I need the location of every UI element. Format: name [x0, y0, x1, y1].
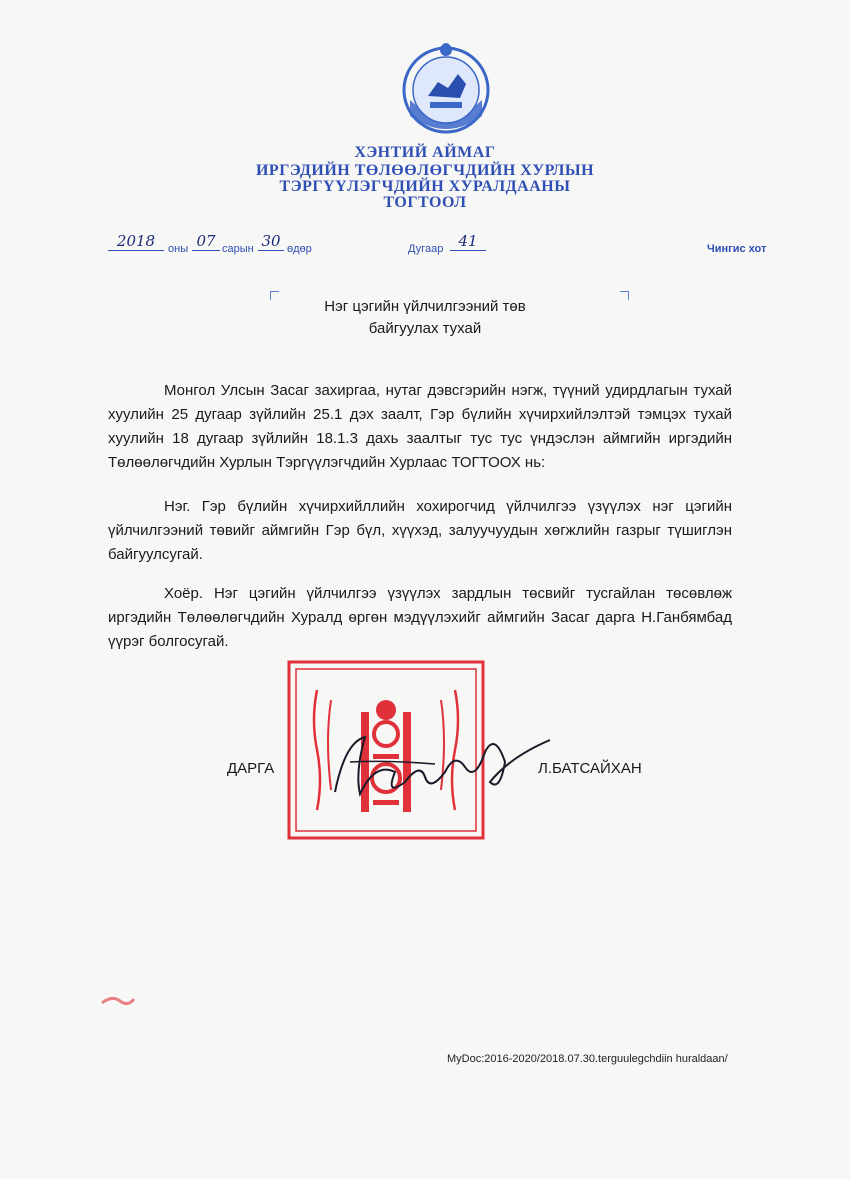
year-value: 2018: [108, 232, 164, 251]
body-paragraph-1-text: Монгол Улсын Засаг захиргаа, нутаг дэвсгэрийн нэгж, түүний удирдлагын тухай хуулийн 25 дугаар зүйлийн 25.1 дэх заалт, Гэр бүлийн хүчирхийлэлтэй тэмцэх тухай хуулийн 18 дугаар зүйлийн 18.1.3 дахь заалтыг тус тус үндэслэн аймгийн иргэдийн Төлөөлөгчдийн Хурлын Тэргүүлэгчдийн Хурлаас ТОГТООХ нь:: [108, 382, 732, 471]
ink-smudge-icon: [98, 993, 138, 1013]
signer-name: Л.БАТСАЙХАН: [538, 760, 642, 777]
day-value: 30: [258, 232, 284, 251]
number-label: Дугаар: [408, 243, 444, 255]
body-paragraph-2-text: Нэг. Гэр бүлийн хүчирхийллийн хохирогчид үйлчилгээ үзүүлэх нэг цэгийн үйлчилгээний төвийг аймгийн Гэр бүл, хүүхэд, залуучуудын хөгжлийн газрыг түшиглэн байгуулсугай.: [108, 498, 732, 563]
year-suffix: оны: [168, 243, 189, 255]
body-paragraph-3-text: Хоёр. Нэг цэгийн үйлчилгээ үзүүлэх зардлын төсвийг тусгайлан төсөвлөж иргэдийн Төлөөлөгчдийн Хуралд өргөн мэдүүлэхийг аймгийн Засаг дарга Н.Ганбямбад үүрэг болгосугай.: [108, 585, 732, 650]
header-presidium: ТЭРГҮҮЛЭГЧДИЙН ХУРАЛДААНЫ: [279, 178, 571, 195]
number-value: 41: [450, 232, 486, 251]
date-line: [0, 232, 850, 254]
header-council: ИРГЭДИЙН ТӨЛӨӨЛӨГЧДИЙН ХУРЛЫН: [255, 162, 595, 179]
month-value: 07: [192, 232, 220, 251]
document-path: MyDoc:2016-2020/2018.07.30.terguulegchdiin huraldaan/: [447, 1053, 728, 1065]
body-paragraph-2: [108, 495, 732, 567]
state-emblem-icon: [400, 38, 492, 134]
month-suffix: сарын: [222, 243, 254, 255]
signer-title: ДАРГА: [227, 760, 275, 777]
body-paragraph-3: [108, 582, 732, 654]
subject-line-2: байгуулах тухай: [368, 320, 482, 337]
handwritten-signature-icon: [325, 722, 555, 817]
header-aimag: ХЭНТИЙ АЙМАГ: [354, 144, 496, 161]
body-paragraph-1: [108, 379, 732, 475]
place-label: Чингис хот: [707, 243, 767, 255]
header-resolution: ТОГТООЛ: [383, 194, 467, 211]
subject-line-1: Нэг цэгийн үйлчилгээний төв: [324, 298, 526, 315]
day-suffix: өдөр: [287, 243, 312, 255]
